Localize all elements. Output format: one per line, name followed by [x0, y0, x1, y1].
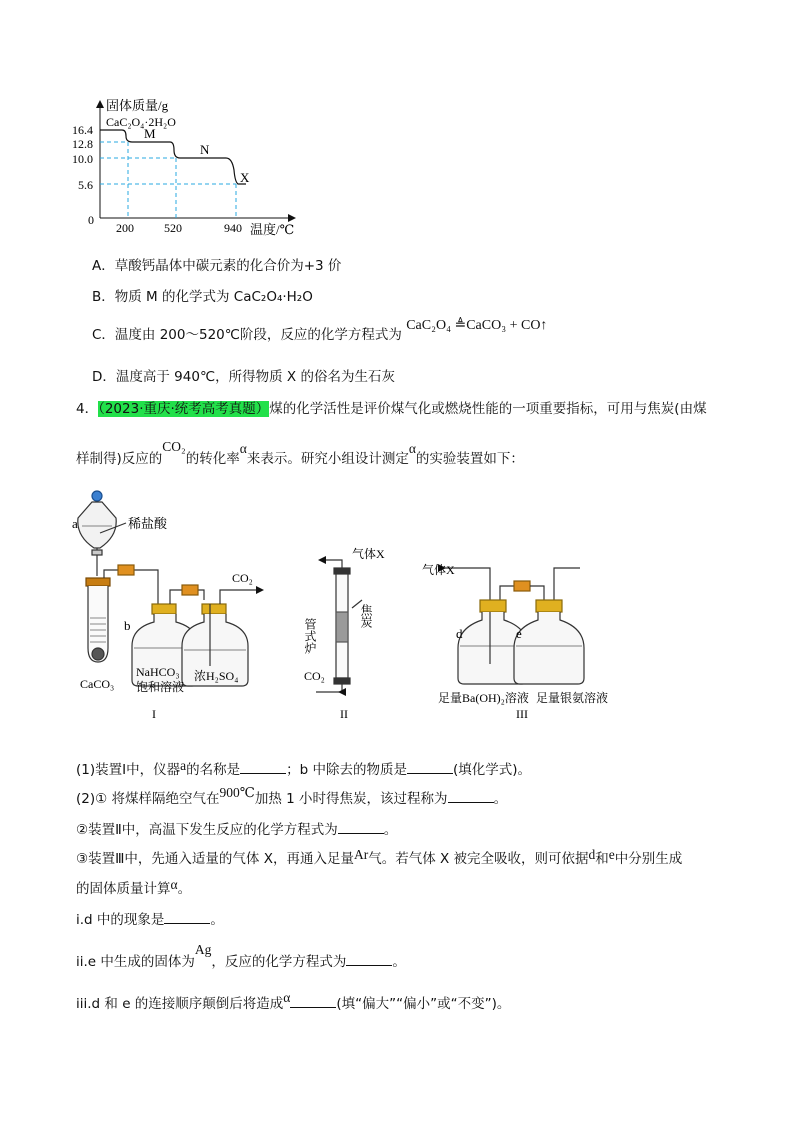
answer-blank[interactable]	[240, 760, 286, 774]
y-tick: 5.6	[78, 178, 93, 192]
arrow-head	[256, 586, 264, 594]
diagram-stroke	[220, 590, 258, 604]
funnel-body	[78, 502, 116, 548]
text-span: 气。若气体 X 被完全吸收，则可依据	[368, 851, 589, 867]
option-d: D．温度高于 940℃，所得物质 X 的俗名为生石灰	[92, 369, 395, 385]
subquestion-2-3-cont	[76, 877, 192, 898]
x-axis-label: 温度/℃	[250, 222, 295, 237]
dashed-guides	[100, 142, 236, 218]
x-tick: 520	[164, 221, 182, 235]
label-co2-in: CO₂	[304, 669, 325, 683]
option-c-formula: CaC₂O₄ ≜CaCO₃ + CO↑	[406, 318, 548, 333]
label-e: e	[516, 626, 522, 641]
label-d: d	[456, 626, 463, 641]
y-axis-label: 固体质量/g	[106, 98, 169, 113]
subquestion-2-3	[76, 847, 683, 868]
subquestion-iii	[76, 990, 511, 1013]
text-span: iii.d 和 e 的连接顺序颠倒后将造成	[76, 996, 284, 1012]
temperature-900: 900℃	[219, 785, 255, 800]
label-caco3: CaCO₃	[80, 677, 115, 691]
rubber-connector	[118, 565, 134, 575]
mass-curve	[100, 130, 246, 184]
text-span: ，反应的化学方程式为	[211, 954, 347, 970]
symbol-a: a	[180, 758, 187, 773]
question4-line2	[76, 439, 524, 468]
start-compound-label: CaC₂O₄·2H₂O	[106, 115, 176, 129]
x-tick: 200	[116, 221, 134, 235]
y-tick: 10.0	[72, 152, 93, 166]
text-span: (填“偏大”“偏小”或“不变”)。	[336, 996, 511, 1012]
bottle-cap	[152, 604, 176, 614]
source-badge: （2023·重庆·统考高考真题）	[98, 401, 270, 417]
option-c-text: C．温度由 200～520℃阶段，反应的化学方程式为	[92, 327, 402, 343]
symbol-d: d	[588, 847, 596, 862]
text-span: 和	[595, 851, 609, 867]
y-axis-arrow	[96, 100, 104, 108]
text-span: 样制得)反应的	[76, 451, 163, 467]
text-span: 。	[383, 822, 398, 838]
funnel-tap	[92, 550, 102, 555]
label-nahco3-solution: 饱和溶液	[136, 680, 185, 694]
text-span: (1)装置Ⅰ中，仪器	[76, 762, 181, 778]
caco3-solid	[92, 648, 104, 660]
answer-blank[interactable]	[346, 952, 392, 966]
text-span: 。	[493, 791, 508, 807]
label-dilute-hcl: 稀盐酸	[128, 516, 168, 531]
text-span: 的固体质量计算	[76, 881, 171, 897]
subquestion-2-1	[76, 785, 508, 808]
answer-blank[interactable]	[407, 760, 453, 774]
text-span: 的实验装置如下：	[415, 451, 524, 467]
text-span: ii.e 中生成的固体为	[76, 954, 195, 970]
text-span: 。	[392, 954, 406, 970]
y-tick: 16.4	[72, 123, 93, 137]
text-span: 的名称是	[186, 762, 241, 778]
alpha-symbol: α	[170, 877, 178, 892]
answer-blank[interactable]	[338, 820, 384, 834]
y-tick: 12.8	[72, 137, 93, 151]
text-span: 来表示。研究小组设计测定	[246, 451, 409, 467]
label-coke: 焦炭	[359, 604, 373, 628]
text-span: (2)① 将煤样隔绝空气在	[76, 791, 220, 807]
tube-end-cap	[334, 678, 350, 684]
alpha-symbol: α	[408, 441, 416, 456]
apparatus-diagram	[70, 488, 630, 728]
silver-formula: Ag	[194, 942, 212, 957]
label-roman-2: II	[340, 707, 348, 721]
point-n-label: N	[200, 142, 210, 157]
coke-bed	[336, 612, 348, 642]
text-span: ②装置Ⅱ中，高温下发生反应的化学方程式为	[76, 822, 338, 838]
label-a: a	[72, 516, 78, 531]
mass-temperature-graph	[60, 92, 300, 242]
text-span: 加热 1 小时得焦炭，该过程称为	[254, 791, 448, 807]
text-span: (填化学式)。	[452, 762, 532, 778]
question-number: 4．	[76, 401, 99, 417]
argon-symbol: Ar	[353, 847, 369, 862]
subquestion-2-2	[76, 820, 397, 839]
label-roman-3: III	[516, 707, 528, 721]
point-m-label: M	[144, 126, 156, 141]
label-baoh2: 足量Ba(OH)₂溶液	[438, 691, 529, 705]
rubber-connector	[182, 585, 198, 595]
option-b: B．物质 M 的化学式为 CaC₂O₄·H₂O	[92, 289, 313, 305]
label-gas-x-in: 气体X	[422, 563, 455, 577]
answer-blank[interactable]	[290, 994, 336, 1008]
label-tube-furnace: 管式炉	[303, 618, 317, 654]
tube-end-cap	[334, 568, 350, 574]
label-b: b	[124, 618, 131, 633]
label-co2-out: CO₂	[232, 571, 253, 585]
alpha-symbol: α	[239, 441, 247, 456]
text-span: 的转化率	[185, 451, 240, 467]
option-a: A．草酸钙晶体中碳元素的化合价为+3 价	[92, 258, 342, 274]
stopper	[86, 578, 110, 586]
diagram-stroke	[554, 568, 580, 600]
label-silver-ammonia: 足量银氨溶液	[536, 691, 609, 705]
option-c	[92, 318, 548, 345]
bottle-e	[514, 612, 584, 684]
subquestion-ii	[76, 942, 406, 971]
point-x-label: X	[240, 170, 250, 185]
answer-blank[interactable]	[164, 910, 210, 924]
x-axis-arrow	[288, 214, 296, 222]
funnel-stopper	[92, 491, 102, 501]
label-gas-x-out: 气体X	[352, 547, 385, 561]
symbol-e: e	[608, 847, 615, 862]
text-span: i.d 中的现象是	[76, 912, 165, 928]
label-roman-1: I	[152, 707, 156, 721]
bottle-cap	[202, 604, 226, 614]
y-tick: 0	[88, 213, 94, 227]
diagram-stroke	[256, 556, 446, 696]
x-tick: 940	[224, 221, 242, 235]
text-span: 中分别生成	[614, 851, 683, 867]
subquestion-1	[76, 760, 531, 779]
text-span: 。	[177, 881, 192, 897]
question4-text: 煤的化学活性是评价煤气化或燃烧性能的一项重要指标，可用与焦炭(由煤	[269, 401, 707, 417]
co2-formula: CO₂	[162, 439, 186, 454]
bottle-cap	[536, 600, 562, 612]
rubber-connector	[514, 581, 530, 591]
bottle-cap	[480, 600, 506, 612]
answer-blank[interactable]	[448, 789, 494, 803]
question4-line1	[76, 400, 707, 418]
text-span: ；b 中除去的物质是	[286, 762, 407, 778]
diagram-stroke	[316, 684, 342, 692]
label-nahco3: NaHCO₃	[136, 665, 180, 679]
alpha-symbol: α	[283, 990, 291, 1005]
label-conc-h2so4: 浓H₂SO₄	[194, 669, 239, 683]
text-span: ③装置Ⅲ中，先通入适量的气体 X，再通入足量	[76, 851, 354, 867]
arrow-head	[318, 556, 326, 564]
subquestion-i	[76, 910, 224, 929]
text-span: 。	[210, 912, 224, 928]
